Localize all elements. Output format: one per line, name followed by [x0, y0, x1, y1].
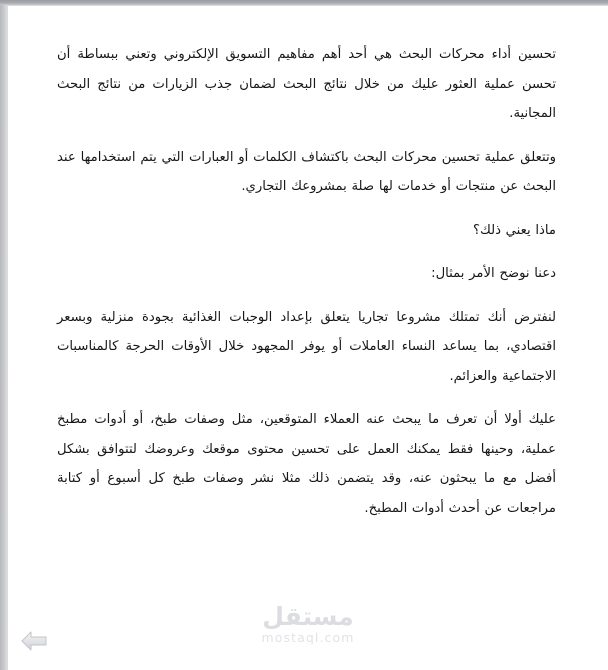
watermark-domain: mostaql.com — [261, 630, 355, 645]
document-paragraph-2: وتتعلق عملية تحسين محركات البحث باكتشاف الكلمات أو العبارات التي يتم استخدامها عند البحث عن منتجات أو خدمات لها صلة بمشروعك التجاري. — [57, 149, 556, 194]
document-paragraph-3: ماذا يعني ذلك؟ — [472, 222, 556, 238]
window-left-chrome-strip — [0, 5, 7, 670]
document-text-body — [57, 40, 556, 523]
watermark-brand-arabic: مستقل — [262, 602, 354, 631]
document-paragraph-6: عليك أولا أن تعرف ما يبحث عنه العملاء المتوقعين، مثل وصفات طبخ، أو أدوات مطبخ عملية، وحينها فقط يمكنك العمل على تحسين محتوى موقعك وعروضك لتتوافق بشكل أفضل مع ما يبحثون عنه، وقد يتضمن ذلك مثلا نشر وصفات طبخ كل أسبوع أو كتابة مراجعات عن أحدث أدوات المطبخ. — [57, 412, 556, 516]
document-paragraph-4: دعنا نوضح الأمر بمثال: — [431, 266, 556, 281]
document-page — [7, 5, 608, 670]
document-paragraph-1: تحسين أداء محركات البحث هي أحد أهم مفاهيم التسويق الإلكتروني وتعني ببساطة أن تحسن عملية العثور عليك من خلال نتائج البحث لضمان جذب الزيارات من نتائج البحث المجانية. — [57, 47, 556, 121]
watermark — [8, 603, 608, 646]
back-navigation-button[interactable] — [20, 628, 50, 654]
document-paragraph-5: لنفترض أنك تمتلك مشروعا تجاريا يتعلق بإعداد الوجبات الغذائية بجودة منزلية وبسعر اقتصادي، بما يساعد النساء العاملات أو يوفر المجهود خلال الأوقات الحرجة كالمناسبات الاجتماعية والعزائم. — [57, 309, 556, 384]
arrow-left-icon — [20, 628, 50, 654]
